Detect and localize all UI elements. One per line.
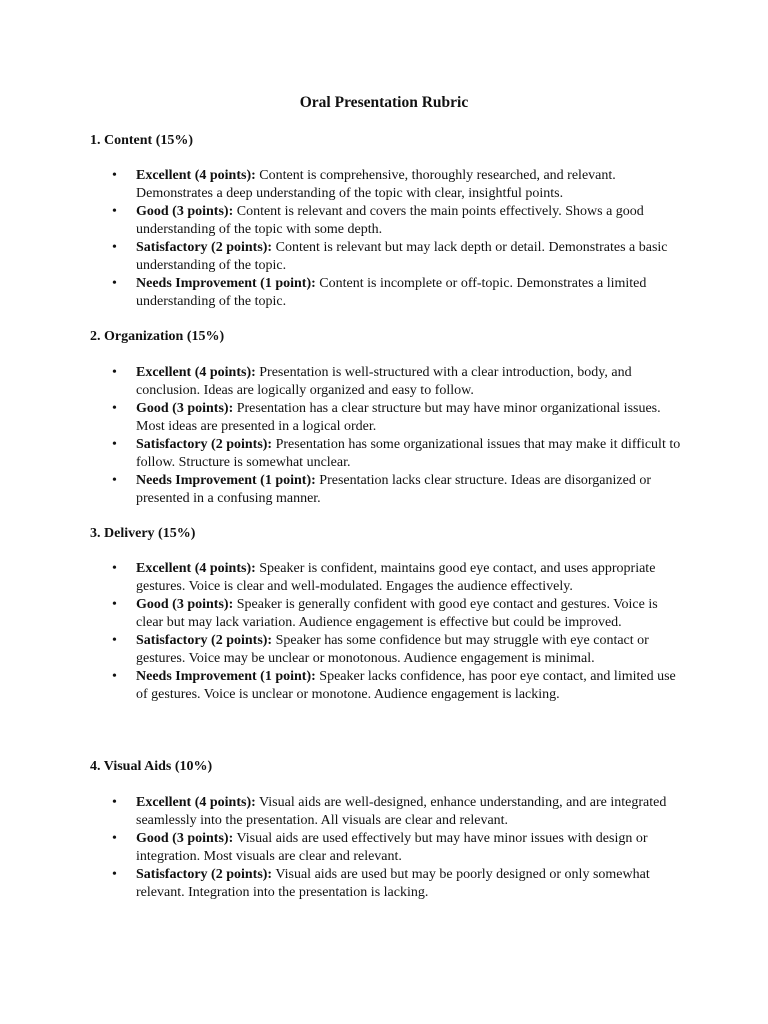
section-heading-content: 1. Content (15%) (90, 133, 194, 148)
bullet-icon: • (112, 867, 117, 882)
bullet-icon: • (112, 831, 117, 846)
level-label: Good (3 points): (136, 401, 234, 416)
level-label: Satisfactory (2 points): (136, 437, 273, 452)
bullet-icon: • (112, 473, 117, 488)
level-label: Satisfactory (2 points): (136, 633, 273, 648)
bullet-icon: • (112, 437, 117, 452)
criteria-item (0, 364, 686, 400)
level-description: Visual aids are used but may be poorly designed or only somewhat relevant. Integration into the presentation is lacking. (136, 867, 650, 900)
level-description: Speaker is confident, maintains good eye contact, and uses appropriate gestures. Voice is clear and well-modulated. Engages the audience effectively. (136, 561, 656, 594)
bullet-icon: • (112, 633, 117, 648)
criteria-item (0, 203, 686, 239)
section-heading-delivery: 3. Delivery (15%) (90, 526, 196, 541)
criteria-list-content (0, 167, 768, 311)
criteria-item (0, 830, 686, 866)
section-heading-visual-aids: 4. Visual Aids (10%) (90, 759, 213, 774)
level-description: Content is comprehensive, thoroughly researched, and relevant. Demonstrates a deep understanding of the topic with clear, insightful points. (136, 168, 616, 201)
level-label: Good (3 points): (136, 831, 234, 846)
section-heading-organization: 2. Organization (15%) (90, 329, 225, 344)
level-description: Speaker lacks confidence, has poor eye contact, and limited use of gestures. Voice is unclear or monotone. Audience engagement is lacking. (136, 669, 676, 702)
criteria-item (0, 400, 686, 436)
criteria-item (0, 436, 686, 472)
level-label: Excellent (4 points): (136, 168, 256, 183)
bullet-icon: • (112, 795, 117, 810)
criteria-item (0, 596, 686, 632)
bullet-icon: • (112, 204, 117, 219)
criteria-item (0, 167, 686, 203)
criteria-item (0, 239, 686, 275)
level-label: Good (3 points): (136, 204, 234, 219)
level-description: Presentation has a clear structure but may have minor organizational issues. Most ideas are presented in a logical order. (136, 401, 661, 434)
level-description: Visual aids are well-designed, enhance understanding, and are integrated seamlessly into the presentation. All visuals are clear and relevant. (136, 795, 667, 828)
level-label: Needs Improvement (1 point): (136, 276, 316, 291)
level-label: Needs Improvement (1 point): (136, 473, 316, 488)
level-label: Excellent (4 points): (136, 561, 256, 576)
level-label: Good (3 points): (136, 597, 234, 612)
bullet-icon: • (112, 401, 117, 416)
level-description: Visual aids are used effectively but may have minor issues with design or integration. Most visuals are clear and relevant. (136, 831, 648, 864)
level-description: Content is incomplete or off-topic. Demonstrates a limited understanding of the topic. (136, 276, 647, 309)
bullet-icon: • (112, 168, 117, 183)
level-label: Satisfactory (2 points): (136, 867, 273, 882)
bullet-icon: • (112, 240, 117, 255)
bullet-icon: • (112, 669, 117, 684)
level-label: Excellent (4 points): (136, 365, 256, 380)
level-description: Presentation lacks clear structure. Ideas are disorganized or presented in a confusing manner. (136, 473, 651, 506)
level-description: Speaker is generally confident with good eye contact and gestures. Voice is clear but may lack variation. Audience engagement is effective but could be improved. (136, 597, 658, 630)
document-title: Oral Presentation Rubric (299, 94, 469, 111)
level-description: Presentation is well-structured with a clear introduction, body, and conclusion. Ideas are logically organized and easy to follow. (136, 365, 632, 398)
criteria-item (0, 866, 686, 902)
level-label: Needs Improvement (1 point): (136, 669, 316, 684)
bullet-icon: • (112, 561, 117, 576)
criteria-item (0, 794, 686, 830)
level-label: Excellent (4 points): (136, 795, 256, 810)
criteria-item (0, 472, 686, 508)
criteria-item (0, 668, 686, 704)
level-description: Content is relevant and covers the main points effectively. Shows a good understanding of the topic with some depth. (136, 204, 644, 237)
criteria-item (0, 560, 686, 596)
level-description: Content is relevant but may lack depth or detail. Demonstrates a basic understanding of the topic. (136, 240, 668, 273)
bullet-icon: • (112, 365, 117, 380)
level-label: Satisfactory (2 points): (136, 240, 273, 255)
level-description: Presentation has some organizational issues that may make it difficult to follow. Structure is somewhat unclear. (136, 437, 681, 470)
level-description: Speaker has some confidence but may struggle with eye contact or gestures. Voice may be unclear or monotonous. Audience engagement is minimal. (136, 633, 649, 666)
criteria-list-visual-aids (0, 794, 768, 902)
bullet-icon: • (112, 276, 117, 291)
bullet-icon: • (112, 597, 117, 612)
criteria-item (0, 275, 686, 311)
criteria-item (0, 632, 686, 668)
criteria-list-delivery (0, 560, 768, 704)
criteria-list-organization (0, 364, 768, 508)
